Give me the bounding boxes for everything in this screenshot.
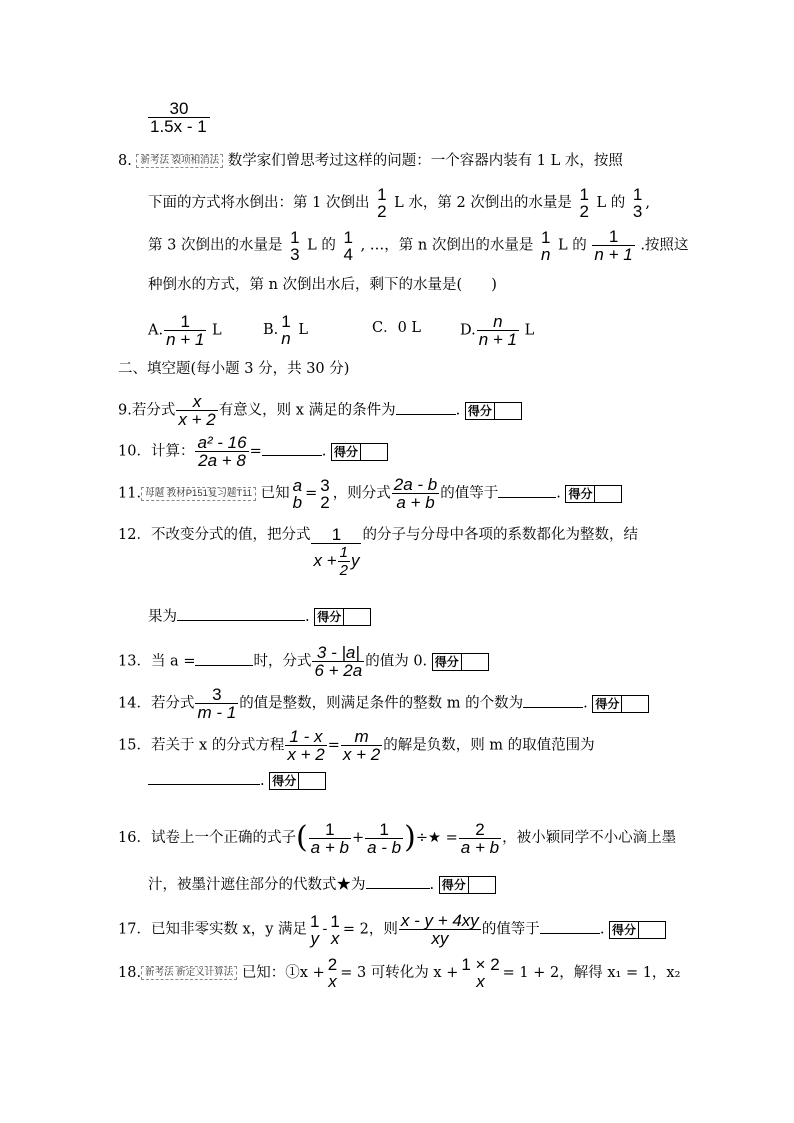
question-text: .按照这 [640,237,689,254]
fraction [279,313,292,347]
numerator: m [341,728,382,746]
option-unit: L [212,322,222,339]
question-text: . [556,485,561,502]
question-text: 果为 [148,609,177,625]
denominator: x + 2 [178,410,216,429]
fraction [375,186,388,220]
answer-blank[interactable] [195,653,253,666]
q13 [118,644,489,679]
score-box[interactable] [269,772,326,790]
question-text: 14．若分式 [118,695,195,712]
score-label: 得分 [270,773,299,789]
question-number: 8. [118,153,132,169]
question-text: 的值为 0. [365,653,428,670]
question-text: 第 3 次倒出的水量是 [148,237,283,254]
answer-blank[interactable] [366,876,430,889]
numerator: 1 [365,821,403,839]
fraction [308,913,321,947]
option-d[interactable] [460,313,534,348]
q8-line2 [148,186,650,220]
numerator: 3 [195,686,238,704]
question-text: 汁，被墨汁遮住部分的代数式★为 [148,877,366,893]
denominator: 2 [377,202,387,221]
question-text: , [645,195,650,211]
numerator: 1 [540,227,551,247]
score-box[interactable] [314,608,371,626]
denominator: a + b [460,837,500,857]
score-label: 得分 [315,609,344,625]
numerator: n [477,313,519,331]
question-text: - [322,921,328,938]
fraction [539,229,552,263]
denominator: n [540,244,551,264]
denominator: x [328,972,337,991]
denominator: 4 [343,244,353,264]
denominator: a - b [367,837,402,857]
score-box[interactable] [331,443,388,461]
answer-blank[interactable] [262,443,322,456]
question-text: . [305,609,310,625]
score-box[interactable] [592,695,649,713]
fraction [148,100,210,135]
denominator: x [330,928,340,948]
denominator: a + b [310,837,349,857]
fraction [176,393,217,428]
q8-line4 [148,276,497,294]
numerator: 1 × 2 [461,955,500,974]
question-text: = 2，则 [342,921,398,938]
question-text: L 的 [307,237,336,254]
question-text: ，被小颖同学不小心滴上墨 [502,830,677,846]
q14 [118,686,649,721]
fraction [326,956,339,990]
question-tag: 新考法 新定义计算法 [141,966,237,980]
numerator: 2a - b [393,475,438,494]
denominator-part: x + [313,550,337,570]
score-label: 得分 [433,654,462,670]
numerator: 3 [320,475,330,495]
fraction [592,228,634,263]
q8-line1 [118,152,623,170]
question-text: 已知：①x + [241,965,325,981]
option-b[interactable] [263,313,308,347]
numerator: 1 [343,227,353,247]
numerator: 2 [327,955,338,974]
question-text: 13．当 a = [118,653,196,670]
fraction [399,912,481,947]
question-text: 已知 [260,485,290,502]
question-text: . [599,921,605,938]
numerator: 1 [309,821,351,839]
question-text: 9.若分式 [118,402,176,419]
numerator: 30 [148,100,210,118]
fraction [164,313,206,348]
denominator: b [292,492,303,512]
q9 [118,393,522,428]
score-box[interactable] [465,402,522,420]
denominator: n + 1 [594,245,633,264]
denominator: n + 1 [166,330,205,349]
denominator: 3 [290,244,300,264]
right-paren: ) [404,820,416,855]
question-text: L 的 [596,195,626,211]
q8-line3 [148,228,688,263]
numerator: 1 [632,185,643,204]
question-text: = 1 + 2，解得 x₁ = 1，x₂ [502,965,681,981]
score-box[interactable] [609,921,666,939]
denominator: m - 1 [197,703,237,722]
question-text: 的解是负数，则 m 的取值范围为 [383,737,595,754]
q11 [118,476,622,511]
left-paren: ( [295,820,308,855]
denominator: 2 [579,202,589,221]
q16-line1 [118,820,676,856]
option-a[interactable] [148,313,222,348]
question-tag: 新考法 裂项相消法 [136,154,223,168]
answer-blank[interactable] [540,921,600,934]
numerator: 1 [579,185,589,204]
denominator: 3 [632,202,643,221]
question-text: , …，第 n 次倒出的水量是 [360,237,534,254]
question-text: 下面的方式将水倒出：第 1 次倒出 [148,195,370,211]
denominator: 2 [320,492,330,512]
question-text: 12．不改变分式的值，把分式 [118,527,311,543]
fraction [459,821,501,856]
score-label: 得分 [440,877,469,893]
fraction [459,956,501,990]
question-text: 15．若关于 x 的分式方程 [118,737,285,754]
score-box[interactable] [439,876,496,894]
numerator: 1 [311,526,361,544]
answer-blank[interactable] [523,695,583,708]
question-text: 10．计算： [118,443,195,460]
denominator-part: y [350,550,360,570]
option-unit: L [524,322,535,339]
q16-line2 [148,876,496,894]
fraction [285,728,326,763]
answer-blank[interactable] [148,772,260,785]
fraction [341,728,382,763]
score-label: 得分 [610,922,639,938]
question-text: . [429,877,435,893]
denominator: 2 [339,562,348,579]
question-text: 时，分式 [253,653,312,670]
option-label: A. [148,322,164,339]
answer-blank[interactable] [498,485,556,498]
option-label: D. [460,322,476,339]
question-text: ÷★ = [415,830,458,846]
score-box[interactable] [565,485,622,503]
numerator: 1 [290,227,300,247]
question-tag: 母题 教材P151复习题T11 [141,487,256,501]
fraction [365,821,403,856]
fraction [328,913,341,947]
question-text: L 的 [558,237,587,254]
fraction [312,644,364,679]
numerator: 1 [281,312,291,331]
q10 [118,434,388,469]
score-label: 得分 [593,696,622,712]
numerator: 2 [459,821,501,839]
numerator: 1 [377,185,387,204]
denominator: x + 2 [342,745,381,764]
question-text: . [321,443,327,460]
question-text: 17．已知非零实数 x，y 满足 [118,921,308,938]
denominator: 2a + 8 [198,451,246,470]
fraction [309,821,351,856]
section-heading: 二、填空题(每小题 3 分，共 30 分) [118,361,350,377]
denominator: xy [431,929,449,948]
answer-blank[interactable] [177,608,305,621]
score-box[interactable] [432,653,489,671]
question-text: = 3 可转化为 x + [340,965,459,981]
q15-line2 [148,772,326,790]
denominator: x + 2 [287,745,325,764]
question-text: . [260,773,265,789]
question-text: 的值等于 [440,485,499,502]
q18 [118,956,680,990]
q17 [118,912,666,947]
question-text: + [351,830,365,846]
question-number: 11. [118,485,142,502]
fraction [311,526,361,579]
q12-line2 [148,608,371,626]
fraction [577,186,590,220]
question-text: 数学家们曾思考过这样的问题：一个容器内装有 1 L 水，按照 [227,153,623,169]
fraction [342,229,355,263]
denominator [311,544,361,579]
fraction [195,434,248,469]
question-text: 的值等于 [481,921,540,938]
denominator: 6 + 2a [314,661,363,680]
q12-line1 [118,526,638,579]
numerator: 1 [592,228,634,246]
denominator: n + 1 [478,330,518,349]
fraction [195,686,238,721]
fraction [318,477,331,511]
numerator: a² - 16 [197,433,247,452]
question-text: = [327,737,340,754]
question-text: 种倒水的方式，第 n 次倒出水后，剩下的水量是( ) [148,277,497,293]
numerator: 1 [339,544,348,561]
numerator: 1 [164,313,206,331]
question-text: . [583,695,588,712]
question-text: = [249,443,262,460]
numerator: a [292,475,303,495]
question-text: L 水，第 2 次倒出的水量是 [394,195,572,211]
question-text: . [455,402,461,419]
fraction [392,476,439,511]
option-unit: L [298,322,308,338]
numerator: 1 [330,911,340,931]
question-text: 的分子与分母中各项的系数都化为整数，结 [362,527,638,543]
top-fraction [147,100,211,135]
fraction [338,544,350,579]
numerator: x [176,393,217,411]
question-text: 有意义，则 x 满足的条件为 [218,402,396,419]
option-c[interactable]: C．0 L [372,320,422,336]
score-label: 得分 [332,444,361,460]
score-label: 得分 [566,486,595,502]
q15-line1 [118,728,595,763]
question-text: 16．试卷上一个正确的式子 [118,830,296,846]
denominator: x [476,972,485,991]
denominator: y [310,928,320,948]
fraction [477,313,519,348]
question-text: = [305,485,318,502]
question-text: ，则分式 [332,485,391,502]
numerator: 1 [310,911,320,931]
question-text: 的值是整数，则满足条件的整数 m 的个数为 [239,695,524,712]
fraction [291,477,304,511]
answer-blank[interactable] [396,402,456,415]
fraction [288,229,301,263]
fraction [631,186,644,220]
numerator: 1 - x [285,728,326,746]
option-label: B. [263,322,279,338]
numerator: 3 - |a| [312,644,364,662]
numerator: x - y + 4xy [400,911,479,930]
denominator: a + b [396,493,435,512]
question-number: 18. [118,965,142,981]
denominator: n [281,329,291,348]
score-label: 得分 [466,403,495,419]
denominator: 1.5x - 1 [150,117,207,136]
